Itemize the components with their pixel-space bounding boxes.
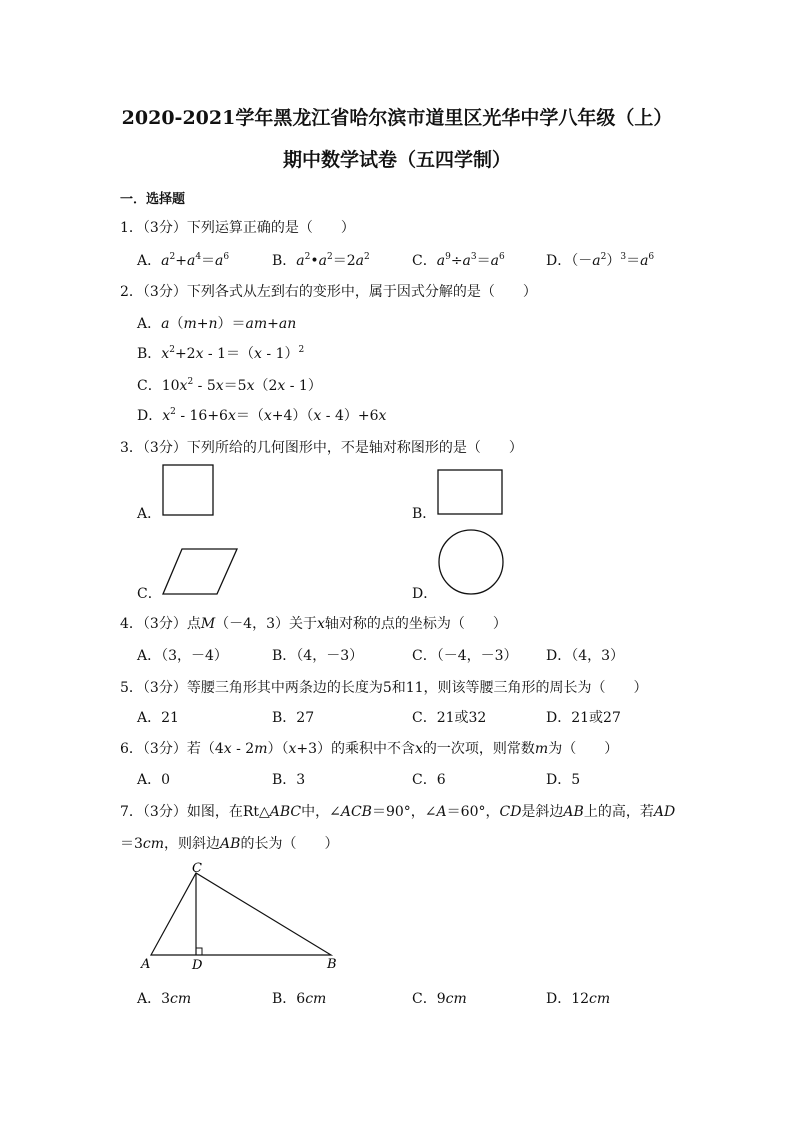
q4-option-a[interactable]: A．（3，－4） (137, 648, 228, 664)
q5-option-d[interactable]: D．21或27 (546, 710, 621, 726)
rectangle-figure (435, 467, 507, 517)
q3-option-c[interactable]: C． (137, 586, 162, 602)
q6-option-b[interactable]: B．3 (272, 772, 306, 788)
question-3-stem: 3．（3分）下列所给的几何图形中，不是轴对称图形的是（ ） (120, 440, 523, 456)
q3-option-a[interactable]: A． (137, 506, 162, 522)
q7-option-b[interactable]: B．6cm (272, 991, 327, 1007)
question-1-stem: 1．（3分）下列运算正确的是（ ） (120, 220, 355, 236)
question-6-stem: 6．（3分）若（4x - 2m）（x+3）的乘积中不含x的一次项，则常数m为（ ） (120, 741, 619, 757)
q2-option-d[interactable]: D．$x^2 - 16+6x=(x+4)(x - 4)+6x$ (137, 407, 387, 424)
q6-option-d[interactable]: D．5 (546, 772, 581, 788)
question-5-stem: 5．（3分）等腰三角形其中两条边的长度为5和11，则该等腰三角形的周长为（ ） (120, 680, 648, 696)
q4-option-d[interactable]: D．（4，3） (546, 648, 625, 664)
q3-option-b[interactable]: B． (412, 506, 437, 522)
q4-option-b[interactable]: B．（4，－3） (272, 648, 364, 664)
question-7-stem-line1: 7．（3分）如图，在Rt△ABC中，∠ACB＝90°，∠A＝60°，CD是斜边AB上的高，若AD (120, 804, 676, 820)
q1-option-b[interactable]: B．$a^2•a^2=2a^2$ (272, 252, 370, 269)
question-7-stem-line2: ＝3cm，则斜边AB的长为（ ） (120, 836, 339, 852)
q7-option-d[interactable]: D．12cm (546, 991, 611, 1007)
vertex-label-b: B (327, 957, 337, 972)
circle-figure (436, 527, 508, 599)
q6-option-c[interactable]: C．6 (412, 772, 446, 788)
q1-option-a[interactable]: A．$a^2+a^4=a^6$ (137, 252, 230, 269)
q5-option-b[interactable]: B．27 (272, 710, 315, 726)
q6-option-a[interactable]: A．0 (137, 772, 171, 788)
q7-option-c[interactable]: C．9cm (412, 991, 467, 1007)
section-heading: 一．选择题 (120, 192, 186, 207)
exam-title-line1: 2020-2021学年黑龙江省哈尔滨市道里区光华中学八年级（上） (121, 107, 673, 129)
q7-option-a[interactable]: A．3cm (137, 991, 192, 1007)
q2-option-a[interactable]: A．a（m+n）＝am+an (137, 316, 297, 332)
square-figure (160, 462, 218, 518)
q5-option-a[interactable]: A．21 (137, 710, 179, 726)
vertex-label-c: C (192, 861, 202, 876)
q4-option-c[interactable]: C．（－4，－3） (412, 648, 518, 664)
q1-option-d[interactable]: D．$(-a^2)^3=a^6$ (546, 252, 655, 269)
q1-option-c[interactable]: C．$a^9\div a^3=a^6$ (412, 252, 505, 269)
q5-option-c[interactable]: C．21或32 (412, 710, 487, 726)
q3-option-d[interactable]: D． (412, 586, 438, 602)
question-4-stem: 4．（3分）点M（－4，3）关于x轴对称的点的坐标为（ ） (120, 616, 507, 632)
right-triangle-figure (138, 858, 348, 974)
exam-title-line2: 期中数学试卷（五四学制） (282, 149, 511, 171)
vertex-label-d: D (192, 958, 203, 973)
question-2-stem: 2．（3分）下列各式从左到右的变形中，属于因式分解的是（ ） (120, 284, 537, 300)
vertex-label-a: A (141, 957, 151, 972)
parallelogram-figure (160, 546, 240, 598)
q2-option-b[interactable]: B．$x^2+2x - 1=(x - 1)^2$ (137, 345, 305, 362)
q2-option-c[interactable]: C．$10x^2 - 5x=5x(2x - 1)$ (137, 377, 322, 394)
